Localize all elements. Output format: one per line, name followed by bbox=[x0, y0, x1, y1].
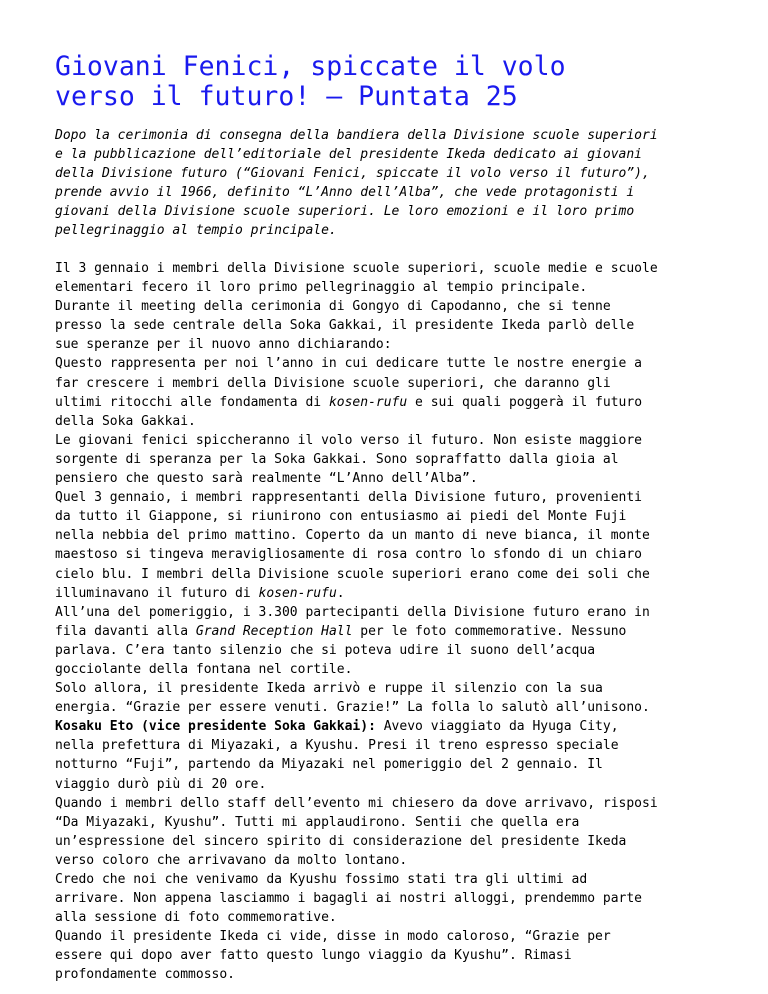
body-text-fragment: per le foto commemorative. Nessuno bbox=[352, 623, 627, 639]
body-line: viaggio durò più di 20 ore. bbox=[55, 776, 267, 792]
body-line: un’espressione del sincero spirito di considerazione del presidente Ikeda bbox=[55, 833, 627, 849]
body-line: nella nebbia del primo mattino. Coperto da un manto di neve bianca, il monte bbox=[55, 528, 650, 544]
body-line: Questo rappresenta per noi l’anno in cui dedicare tutte le nostre energie a bbox=[55, 356, 642, 372]
body-text-fragment: . bbox=[336, 585, 345, 601]
body-line: della Soka Gakkai. bbox=[55, 413, 196, 429]
body-line: far crescere i membri della Divisione scuole superiori, che daranno gli bbox=[55, 375, 611, 391]
body-line: notturno “Fuji”, partendo da Miyazaki nel pomeriggio del 2 gennaio. Il bbox=[55, 757, 603, 773]
body-line: profondamente commosso. bbox=[55, 967, 236, 983]
body-text-fragment: e sui quali poggerà il futuro bbox=[407, 394, 643, 410]
body-line: maestoso si tingeva meravigliosamente di rosa contro lo sfondo di un chiaro bbox=[55, 547, 642, 563]
body-line: “Da Miyazaki, Kyushu”. Tutti mi applaudirono. Sentii che quella era bbox=[55, 814, 580, 830]
body-line: All’una del pomeriggio, i 3.300 partecipanti della Divisione futuro erano in bbox=[55, 604, 650, 620]
body-line: sorgente di speranza per la Soka Gakkai. Sono sopraffatto dalla gioia al bbox=[55, 451, 619, 467]
title-line-2: verso il futuro! – Puntata 25 bbox=[55, 81, 518, 112]
body-line: arrivare. Non appena lasciammo i bagagli ai nostri alloggi, prendemmo parte bbox=[55, 891, 642, 907]
article-title bbox=[55, 52, 725, 112]
body-line: verso coloro che arrivavano da molto lontano. bbox=[55, 852, 408, 868]
body-line bbox=[55, 584, 725, 603]
body-line: gocciolante della fontana nel cortile. bbox=[55, 661, 353, 677]
body-line: Credo che noi che venivamo da Kyushu fossimo stati tra gli ultimi ad bbox=[55, 872, 588, 887]
body-line: Quando i membri dello staff dell’evento mi chiesero da dove arrivavo, risposi bbox=[55, 795, 658, 811]
title-line-1: Giovani Fenici, spiccate il volo bbox=[55, 51, 566, 82]
body-line: Solo allora, il presidente Ikeda arrivò e ruppe il silenzio con la sua bbox=[55, 681, 603, 697]
article bbox=[55, 52, 725, 985]
article-intro: Dopo la cerimonia di consegna della bandiera della Divisione scuole superiori e la pubblicazione dell’editoriale del presidente Ikeda dedicato ai giovani della Divisione futuro (“Giovani Fenici, spiccate il volo verso il futuro”), prende avvio il 1966, definito “L’Anno dell’Alba”, che vede protagonisti i giovani della Divisione scuole superiori. Le loro emozioni e il loro primo pellegrinaggio al tempio principale. bbox=[55, 128, 658, 238]
term-kosen-rufu: kosen-rufu bbox=[328, 394, 408, 410]
body-line: Il 3 gennaio i membri della Divisione scuole superiori, scuole medie e scuole bbox=[55, 261, 658, 276]
body-line: pensiero che questo sarà realmente “L’Anno dell’Alba”. bbox=[55, 471, 478, 487]
speaker-name: Kosaku Eto (vice presidente Soka Gakkai): bbox=[55, 719, 376, 735]
body-line bbox=[55, 622, 725, 641]
body-line: nella prefettura di Miyazaki, a Kyushu. Presi il treno espresso speciale bbox=[55, 738, 619, 754]
body-line: energia. “Grazie per essere venuti. Grazie!” La folla lo salutò all’unisono. bbox=[55, 700, 650, 716]
body-line: sue speranze per il nuovo anno dichiarando: bbox=[55, 337, 392, 353]
body-line: alla sessione di foto commemorative. bbox=[55, 910, 337, 926]
body-line: Quel 3 gennaio, i membri rappresentanti della Divisione futuro, provenienti bbox=[55, 490, 642, 506]
body-line: cielo blu. I membri della Divisione scuole superiori erano come dei soli che bbox=[55, 566, 650, 582]
body-text-fragment: fila davanti alla bbox=[55, 623, 196, 639]
body-line: da tutto il Giappone, si riunirono con entusiasmo ai piedi del Monte Fuji bbox=[55, 509, 627, 525]
body-line: presso la sede centrale della Soka Gakkai, il presidente Ikeda parlò delle bbox=[55, 318, 635, 334]
body-line: Quando il presidente Ikeda ci vide, disse in modo caloroso, “Grazie per bbox=[55, 929, 611, 945]
body-line: essere qui dopo aver fatto questo lungo viaggio da Kyushu”. Rimasi bbox=[55, 948, 572, 964]
body-line: elementari fecero il loro primo pellegrinaggio al tempio principale. bbox=[55, 280, 588, 296]
body-line bbox=[55, 393, 725, 412]
body-text-fragment: Avevo viaggiato da Hyuga City, bbox=[375, 719, 619, 735]
body-line: parlava. C’era tanto silenzio che si poteva udire il suono dell’acqua bbox=[55, 642, 596, 658]
term-grand-reception-hall: Grand Reception Hall bbox=[195, 623, 353, 639]
article-body bbox=[55, 259, 725, 985]
body-line bbox=[55, 717, 725, 736]
body-text-fragment: illuminavano il futuro di bbox=[55, 585, 259, 601]
body-line: Durante il meeting della cerimonia di Gongyo di Capodanno, che si tenne bbox=[55, 299, 611, 315]
term-kosen-rufu: kosen-rufu bbox=[258, 585, 337, 601]
body-text-fragment: ultimi ritocchi alle fondamenta di bbox=[55, 394, 329, 410]
body-line: Le giovani fenici spiccheranno il volo verso il futuro. Non esiste maggiore bbox=[55, 432, 642, 448]
